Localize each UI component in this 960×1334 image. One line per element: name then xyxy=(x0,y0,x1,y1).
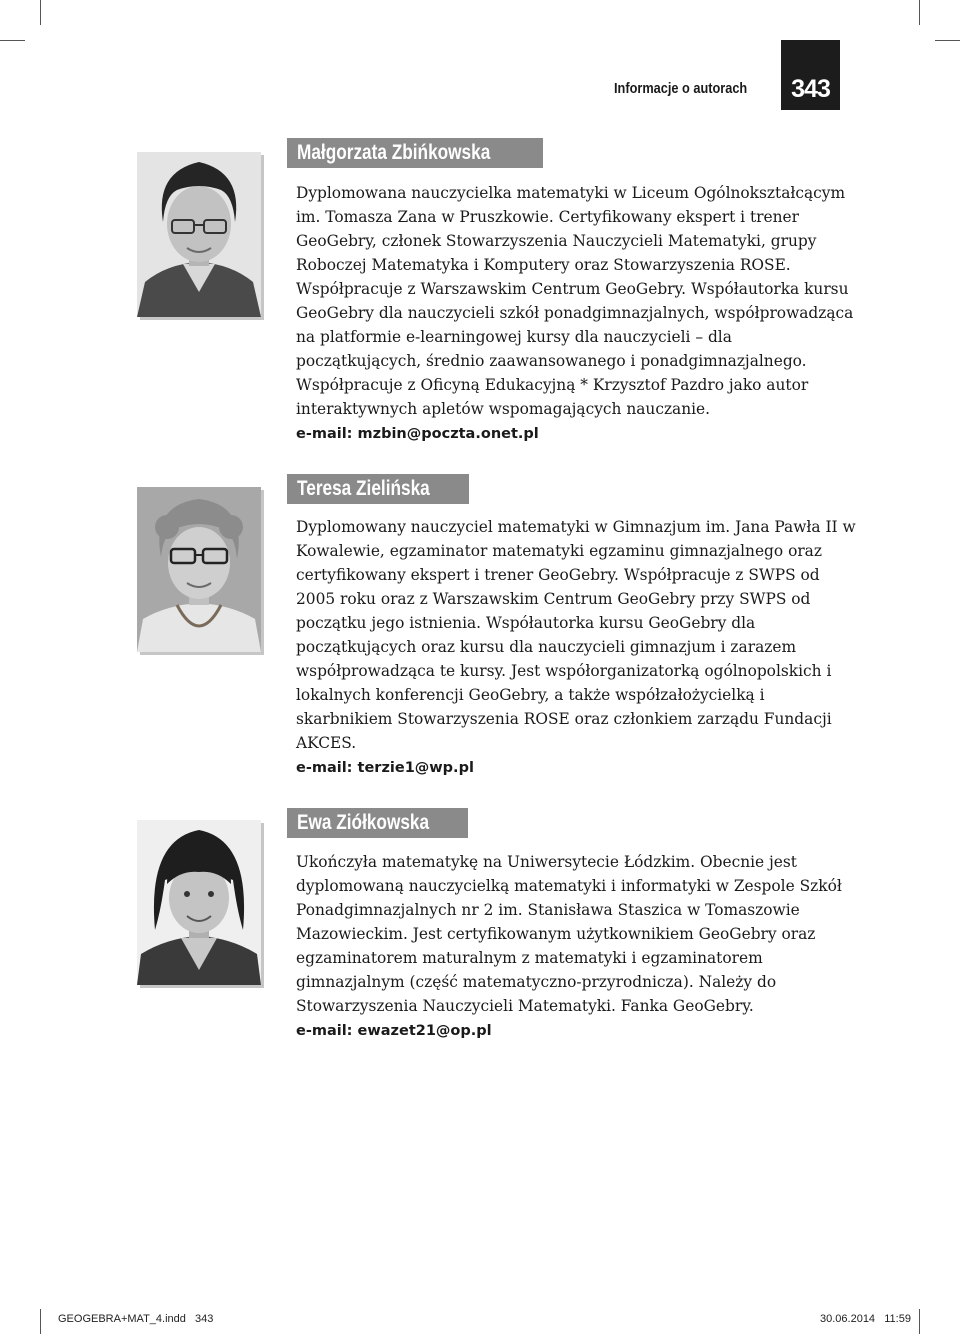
author-photo xyxy=(137,487,261,652)
bio-text: Dyplomowany nauczyciel matematyki w Gimnazjum im. Jana Pawła II w Kowalewie, egzaminator matematyki egzaminu gimnazjalnego oraz certyfikowany ekspert i trener GeoGebry. Współpracuje z SWPS od 2005 roku oraz z Warszawskim Centrum GeoGebry przy SWPS od początku jego istnienia. Współautorka kursu GeoGebry dla początkujących oraz kursu dla nauczycieli gimnazjum i zarazem współprowadząca te kursy. Jest współorganizatorką ogólnopolskich i lokalnych konferencji GeoGebry, a także współzałożycielką i skarbnikiem Stowarzyszenia ROSE oraz członkiem zarządu Fundacji AKCES. xyxy=(296,518,856,752)
author-email: e-mail: ewazet21@op.pl xyxy=(296,1023,492,1039)
portrait-woman-glasses-short-hair-icon xyxy=(137,152,261,317)
bio-text: Ukończyła matematykę na Uniwersytecie Łódzkim. Obecnie jest dyplomowaną nauczycielką matematyki i informatyki w Zespole Szkół Ponadgimnazjalnych nr 2 im. Stanisława Staszica w Tomaszowie Mazowieckim. Jest certyfikowanym użytkownikiem GeoGebry oraz egzaminatorem maturalnym z matematyki i egzaminatorem gimnazjalnym (część matematyczno-przyrodnicza). Należy do Stowarzyszenia Nauczycieli Matematyki. Fanka GeoGebry. xyxy=(296,853,842,1015)
author-email: e-mail: terzie1@wp.pl xyxy=(296,760,474,776)
author-name-text: Teresa Zielińska xyxy=(297,477,430,500)
author-bio xyxy=(296,515,856,780)
author-email: e-mail: mzbin@poczta.onet.pl xyxy=(296,426,539,442)
author-name xyxy=(287,808,468,838)
page-number: 343 xyxy=(781,40,840,110)
crop-mark xyxy=(0,40,25,41)
portrait-woman-glasses-curly-hair-icon xyxy=(137,487,261,652)
crop-mark xyxy=(919,0,920,25)
crop-mark xyxy=(40,1309,41,1334)
author-name-text: Małgorzata Zbińkowska xyxy=(297,141,491,164)
portrait-woman-dark-bob-hair-icon xyxy=(137,820,261,985)
bio-text: Dyplomowana nauczycielka matematyki w Liceum Ogólnokształcącym im. Tomasza Zana w Pruszkowie. Certyfikowany ekspert i trener GeoGebry, członek Stowarzyszenia Nauczycieli Matematyki, grupy Roboczej Matematyka i Komputery oraz Stowarzyszenia ROSE. Współpracuje z Warszawskim Centrum GeoGebry. Współautorka kursu GeoGebry dla nauczycieli szkół ponadgimnazjalnych, współprowadząca na platformie e-learningowej kursy dla nauczycieli – dla początkujących, średnio zaawansowanego i ponadgimnazjalnego. Współpracuje z Oficyną Edukacyjną * Krzysztof Pazdro jako autor interaktywnych apletów wspomagających nauczanie. xyxy=(296,184,854,418)
author-bio xyxy=(296,181,856,446)
footer-file: GEOGEBRA+MAT_4.indd 343 xyxy=(58,1313,214,1325)
crop-mark xyxy=(935,40,960,41)
footer-timestamp: 30.06.2014 11:59 xyxy=(820,1313,911,1325)
author-bio xyxy=(296,850,856,1043)
author-photo xyxy=(137,152,261,317)
section-title: Informacje o autorach xyxy=(614,80,748,97)
author-name-text: Ewa Ziółkowska xyxy=(297,811,430,834)
crop-mark xyxy=(40,0,41,25)
crop-mark xyxy=(919,1309,920,1334)
author-name xyxy=(287,474,469,504)
author-name xyxy=(287,138,543,168)
author-photo xyxy=(137,820,261,985)
